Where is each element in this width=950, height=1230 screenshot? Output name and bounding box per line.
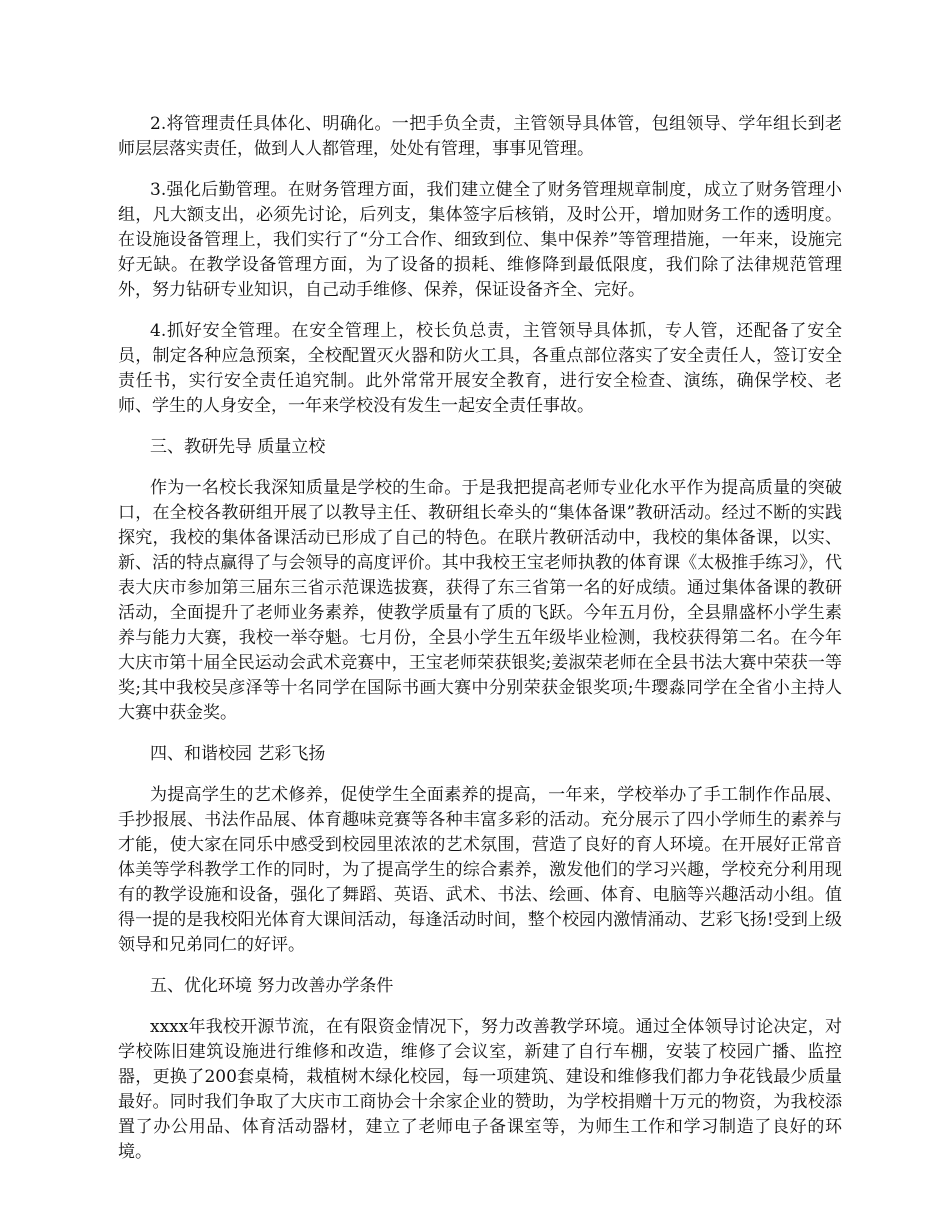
paragraph-management-responsibility: 2.将管理责任具体化、明确化。一把手负全责，主管领导具体管，包组领导、学年组长到老师层层落实责任，做到人人都管理，处处有管理，事事见管理。 — [118, 114, 842, 159]
paragraph-safety-management: 4.抓好安全管理。在安全管理上，校长负总责，主管领导具体抓，专人管，还配备了安全员，制定各种应急预案，全校配置灭火器和防火工具，各重点部位落实了安全责任人，签订安全责任书，实行安全责任追究制。此外常常开展安全教育，进行安全检查、演练，确保学校、老师、学生的人身安全，一年来学校没有发生一起安全责任事故。 — [118, 321, 842, 416]
section-heading-environment: 五、优化环境 努力改善办学条件 — [150, 976, 394, 996]
paragraph-logistics-management: 3.强化后勤管理。在财务管理方面，我们建立健全了财务管理规章制度，成立了财务管理小组，凡大额支出，必须先讨论，后列支，集体签字后核销，及时公开，增加财务工作的透明度。在设施设备管理上，我们实行了“分工合作、细致到位、集中保养”等管理措施，一年来，设施完好无缺。在教学设备管理方面，为了设备的损耗、维修降到最低限度，我们除了法律规范管理外，努力钻研专业知识，自己动手维修、保养，保证设备齐全、完好。 — [118, 180, 842, 300]
section-heading-harmonious-campus: 四、和谐校园 艺彩飞扬 — [150, 744, 326, 764]
section-heading-teaching-research: 三、教研先导 质量立校 — [150, 437, 326, 457]
paragraph-teaching-quality: 作为一名校长我深知质量是学校的生命。于是我把提高老师专业化水平作为提高质量的突破口，在全校各教研组开展了以教导主任、教研组长牵头的“集体备课”教研活动。经过不断的实践探究，我校的集体备课活动已形成了自己的特色。在联片教研活动中，我校的集体备课，以实、新、活的特点赢得了与会领导的高度评价。其中我校王宝老师执教的体育课《太极推手练习》，代表大庆市参加第三届东三省示范课选拔赛，获得了东三省第一名的好成绩。通过集体备课的教研活动，全面提升了老师业务素养，使教学质量有了质的飞跃。今年五月份，全县鼎盛杯小学生素养与能力大赛，我校一举夺魁。七月份，全县小学生五年级毕业检测，我校获得第二名。在今年大庆市第十届全民运动会武术竞赛中，王宝老师荣获银奖;姜淑荣老师在全县书法大赛中荣获一等奖;其中我校吴彦泽等十名同学在国际书画大赛中分别荣获金银奖项;牛璎淼同学在全省小主持人大赛中获金奖。 — [118, 478, 842, 723]
document-body — [118, 112, 842, 1181]
paragraph-school-conditions: xxxx年我校开源节流，在有限资金情况下，努力改善教学环境。通过全体领导讨论决定，对学校陈旧建筑设施进行维修和改造，维修了会议室，新建了自行车棚，安装了校园广播、监控器，更换了200套桌椅，栽植树木绿化校园，每一项建筑、建设和维修我们都力争花钱最少质量最好。同时我们争取了大庆市工商协会十余家企业的赞助，为学校捐赠十万元的物资，为我校添置了办公用品、体育活动器材，建立了老师电子备课室等，为师生工作和学习制造了良好的环境。 — [118, 1017, 842, 1162]
paragraph-art-activities: 为提高学生的艺术修养，促使学生全面素养的提高，一年来，学校举办了手工制作作品展、手抄报展、书法作品展、体育趣味竞赛等各种丰富多彩的活动。充分展示了四小学师生的素养与才能，使大家在同乐中感受到校园里浓浓的艺术氛围，营造了良好的育人环境。在开展好正常音体美等学科教学工作的同时，为了提高学生的综合素养，激发他们的学习兴趣，学校充分利用现有的教学设施和设备，强化了舞蹈、英语、武术、书法、绘画、体育、电脑等兴趣活动小组。值得一提的是我校阳光体育大课间活动，每逢活动时间，整个校园内激情涌动、艺彩飞扬!受到上级领导和兄弟同仁的好评。 — [118, 785, 842, 955]
